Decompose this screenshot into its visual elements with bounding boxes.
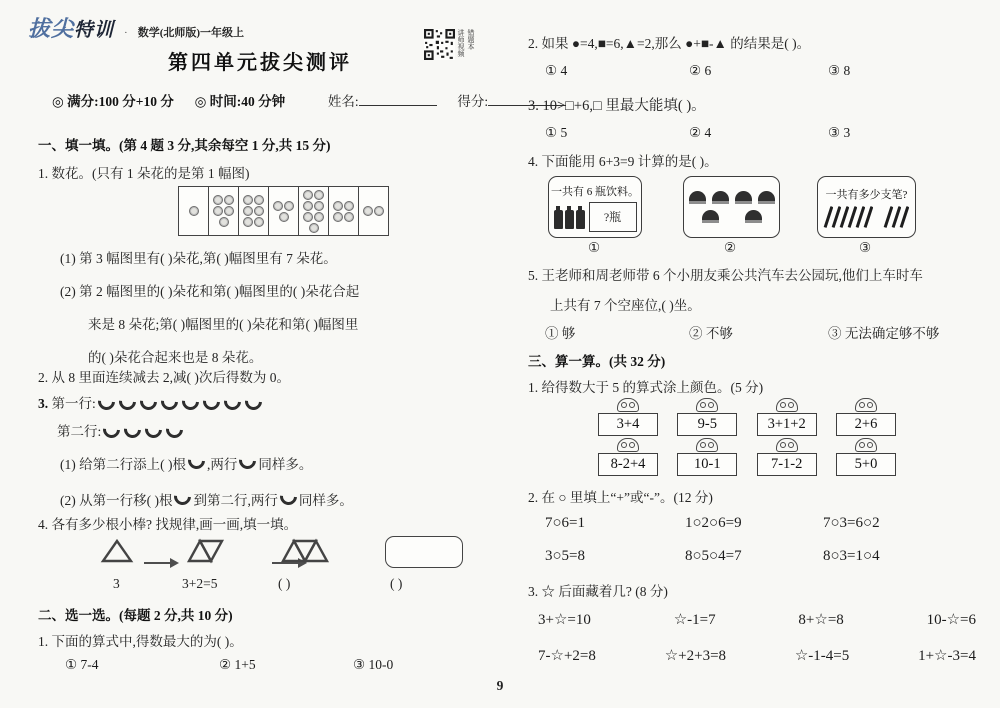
star-equation: 1+☆-3=4 [918,648,976,664]
s1-q4-label-2: 3+2=5 [182,576,218,591]
s1-q1-sub2-line1: (2) 第 2 幅图里的( )朵花和第( )幅图里的( )朵花合起 [60,284,360,299]
mushroom-icon [696,438,718,452]
flower-icon [213,195,223,205]
hat-icon [689,191,706,204]
s1-q3-row1-label: 第一行: [51,396,96,411]
s2-q2-options [545,62,850,80]
expression-cell [677,398,737,436]
banana-icon [220,390,244,414]
flower-icon [344,201,354,211]
s2-q5-line1: 5. 王老师和周老师带 6 个小朋友乘公共汽车去公园玩,他们上车时车 [528,268,923,283]
flower-icon [333,201,343,211]
flower-icon [284,201,294,211]
name-label: 姓名: [327,94,359,109]
flower-icon [363,206,373,216]
banana-icon [185,449,209,473]
mushroom-icon [617,398,639,412]
expression-box: 3+4 [598,413,658,436]
brand-logo-bold: 特训 [74,20,115,41]
option-3: ③ 无法确定够不够 [828,326,940,341]
mushroom-icon [617,438,639,452]
s1-q3-number: 3. [38,396,49,411]
flower-icon [314,190,324,200]
equation: 1○2○6=9 [685,515,742,531]
banana-icon [171,485,195,509]
flower-icon [303,190,313,200]
star-equation: 10-☆=6 [926,612,976,628]
banana-icon [94,390,118,414]
hat-icon [735,191,752,204]
option-3: ③ 10-0 [353,657,394,672]
s1-q3-sub1-post: 同样多。 [258,457,313,472]
pen-group-left [825,206,873,228]
flower-icon [189,206,199,216]
name-blank-line [359,93,437,106]
flower-icon [314,201,324,211]
expression-box: 9-5 [677,413,737,436]
qr-label-book: 错题本 [467,29,475,50]
banana-icon [136,390,160,414]
expression-cell [677,438,737,476]
s1-q4-text: 4. 各有多少根小棒? 找规律,画一画,填一填。 [38,517,298,532]
mushroom-icon [776,438,798,452]
s2-q3-text: 3. 10>□+6,□ 里最大能填( )。 [528,98,706,114]
equation: 3○5=8 [545,548,586,564]
mushroom-icon [776,398,798,412]
expression-box: 2+6 [836,413,896,436]
drink-carton: ?瓶 [589,202,637,232]
banana-icon [241,390,265,414]
flower-cell-5 [299,187,329,235]
arrow-icon [144,562,176,564]
s2-q2-text: 2. 如果 ●=4,■=6,▲=2,那么 ●+■-▲ 的结果是( )。 [528,36,811,51]
s1-q3-row1 [38,392,264,412]
flower-icon [213,206,223,216]
expression-cell [598,398,658,436]
pen-picture-box [817,176,916,238]
s3-q3-row1 [538,610,976,629]
triangle-stage-2 [186,538,226,564]
s3-q1-text: 1. 给得数大于 5 的算式涂上颜色。(5 分) [528,380,764,395]
expression-box: 3+1+2 [757,413,817,436]
flower-icon [333,212,343,222]
flower-icon [279,212,289,222]
flower-cell-2 [209,187,239,235]
flower-icon [224,206,234,216]
bottle-group [554,205,585,229]
banana-icon [236,449,260,473]
s1-q2-text: 2. 从 8 里面连续减去 2,减( )次后得数为 0。 [38,370,290,385]
bottle-icon [554,210,563,229]
pen-icon [864,206,874,228]
s1-q3-sub1-mid: ,两行 [206,457,238,472]
s1-q1-sub2-line3: 的( )朵花合起来也是 8 朵花。 [88,350,263,365]
star-equation: 3+☆=10 [538,612,591,628]
section3-heading: 三、算一算。(共 32 分) [528,354,666,369]
mushroom-icon [855,398,877,412]
flower-cell-7 [359,187,388,235]
expression-box: 5+0 [836,453,896,476]
s3-q2-row2 [545,547,880,565]
flower-icon [254,195,264,205]
option-1: ① 够 [545,326,576,341]
equation: 8○5○4=7 [685,548,742,564]
expression-cell [836,438,896,476]
expression-cell [598,438,658,476]
star-equation: ☆-1=7 [673,612,716,628]
banana-icon [100,418,124,442]
expression-cell [836,398,896,436]
expression-row-1 [598,398,896,436]
star-equation: ☆+2+3=8 [664,648,727,664]
section2-heading: 二、选一选。(每题 2 分,共 10 分) [38,608,233,623]
brand-logo-accent: 拔尖 [28,16,75,41]
s2-q5-line2: 上共有 7 个空座位,( )坐。 [550,298,701,313]
banana-row-2 [101,421,185,438]
flower-icon [344,212,354,222]
s1-q3-sub1-pre: (1) 给第二行添上( )根 [60,457,186,472]
flower-icon [303,212,313,222]
flower-icon [309,223,319,233]
option-3: ③ 8 [828,63,851,78]
triangle-stage-3 [280,538,331,564]
page-number: 9 [496,678,504,693]
flower-icon [374,206,384,216]
s2-q4-text: 4. 下面能用 6+3=9 计算的是( )。 [528,154,718,169]
drink-picture-box [548,176,642,238]
banana-icon [142,418,166,442]
flower-icon [314,212,324,222]
expression-box: 7-1-2 [757,453,817,476]
page-title: 第四单元拔尖测评 [168,52,352,74]
s1-q3-row2-label: 第二行: [57,424,102,439]
flower-icon [219,217,229,227]
option-2: ② 1+5 [219,657,256,672]
s3-q2-row1 [545,514,880,532]
banana-icon [163,418,187,442]
picture-box-number-1: ① [588,240,601,255]
hat-picture-box [683,176,780,238]
option-1: ① 5 [545,125,568,140]
flower-icon [303,201,313,211]
picture-box-number-2: ② [724,240,737,255]
hat-row-top [689,191,775,204]
expression-box: 8-2+4 [598,453,658,476]
equation: 7○6=1 [545,515,586,531]
qr-label-video: 讲师视频 [457,29,465,57]
s1-q3-sub2-post: 同样多。 [298,493,353,508]
flower-icon [273,201,283,211]
flower-cell-3 [239,187,269,235]
flower-icon [243,195,253,205]
bottle-icon [565,210,574,229]
section1-heading: 一、填一填。(第 4 题 3 分,其余每空 1 分,共 15 分) [38,138,331,153]
flower-icon [254,217,264,227]
mushroom-icon [855,438,877,452]
picture-box-number-3: ③ [859,240,872,255]
s1-q4-label-4: ( ) [390,576,403,591]
hat-icon [702,210,719,223]
full-score-label: ◎ 满分:100 分+10 分 [52,94,174,109]
qr-block [424,29,475,60]
drink-caption: 一共有 6 瓶饮料。 [551,185,639,198]
flower-cell-1 [179,187,209,235]
s1-q4-label-3: ( ) [278,576,291,591]
expression-box: 10-1 [677,453,737,476]
s1-q1-sub1: (1) 第 3 幅图里有( )朵花,第( )幅图里有 7 朵花。 [60,251,337,266]
meta-line [52,90,566,110]
s1-q3-sub2-pre: (2) 从第一行移( )根 [60,493,173,508]
option-2: ② 6 [689,63,712,78]
empty-answer-box [385,536,463,568]
banana-icon [115,390,139,414]
hat-icon [745,210,762,223]
banana-icon [121,418,145,442]
banana-row-1 [96,393,264,410]
star-equation: 8+☆=8 [798,612,844,628]
hat-icon [712,191,729,204]
pen-group-right [885,206,909,228]
hat-icon [758,191,775,204]
flower-cell-4 [269,187,299,235]
s2-q3-options [545,124,850,142]
s3-q2-text: 2. 在 ○ 里填上“+”或“-”。(12 分) [528,490,713,505]
option-1: ① 7-4 [65,657,99,672]
header-separator: · [124,27,128,39]
flower-icon [243,217,253,227]
expression-row-2 [598,438,896,476]
s1-q3-sub1 [60,452,312,473]
banana-icon [199,390,223,414]
pen-icon [900,206,910,228]
brand-logo [28,12,244,43]
flower-icon [254,206,264,216]
star-equation: ☆-1-4=5 [794,648,850,664]
option-3: ③ 3 [828,125,851,140]
s3-q3-text: 3. ☆ 后面藏着几? (8 分) [528,584,668,599]
flower-table [178,186,389,236]
banana-icon [178,390,202,414]
equation: 8○3=1○4 [823,548,880,564]
equation: 7○3=6○2 [823,515,880,531]
star-equation: 7-☆+2=8 [538,648,596,664]
s2-q1-text: 1. 下面的算式中,得数最大的为( )。 [38,634,243,649]
hat-row-bottom [702,210,762,223]
s2-q5-options [545,322,939,343]
s2-q1-options [65,656,393,674]
flower-cell-6 [329,187,359,235]
s1-q3-sub2-mid: 到第二行,两行 [193,493,278,508]
edition-label: 数学(北师版)一年级上 [137,27,245,39]
banana-icon [276,485,300,509]
pen-caption: 一共有多少支笔? [825,189,908,201]
triangle-stage-1 [100,538,134,564]
s1-q1-text: 1. 数花。(只有 1 朵花的是第 1 幅图) [38,166,250,181]
bottle-icon [576,210,585,229]
qr-code-icon [424,29,455,60]
score-label: 得分: [457,94,489,109]
option-2: ② 不够 [689,326,733,341]
mushroom-icon [696,398,718,412]
banana-icon [157,390,181,414]
flower-icon [243,206,253,216]
expression-cell [757,398,817,436]
expression-cell [757,438,817,476]
s1-q1-sub2-line2: 来是 8 朵花;第( )幅图里的( )朵花和第( )幅图里 [88,317,359,332]
s1-q4-label-1: 3 [113,576,120,591]
s1-q3-row2 [57,420,185,440]
option-1: ① 4 [545,63,568,78]
s1-q3-sub2 [60,488,353,509]
s3-q3-row2 [538,646,976,665]
flower-icon [224,195,234,205]
time-label: ◎ 时间:40 分钟 [194,94,286,109]
option-2: ② 4 [689,125,712,140]
